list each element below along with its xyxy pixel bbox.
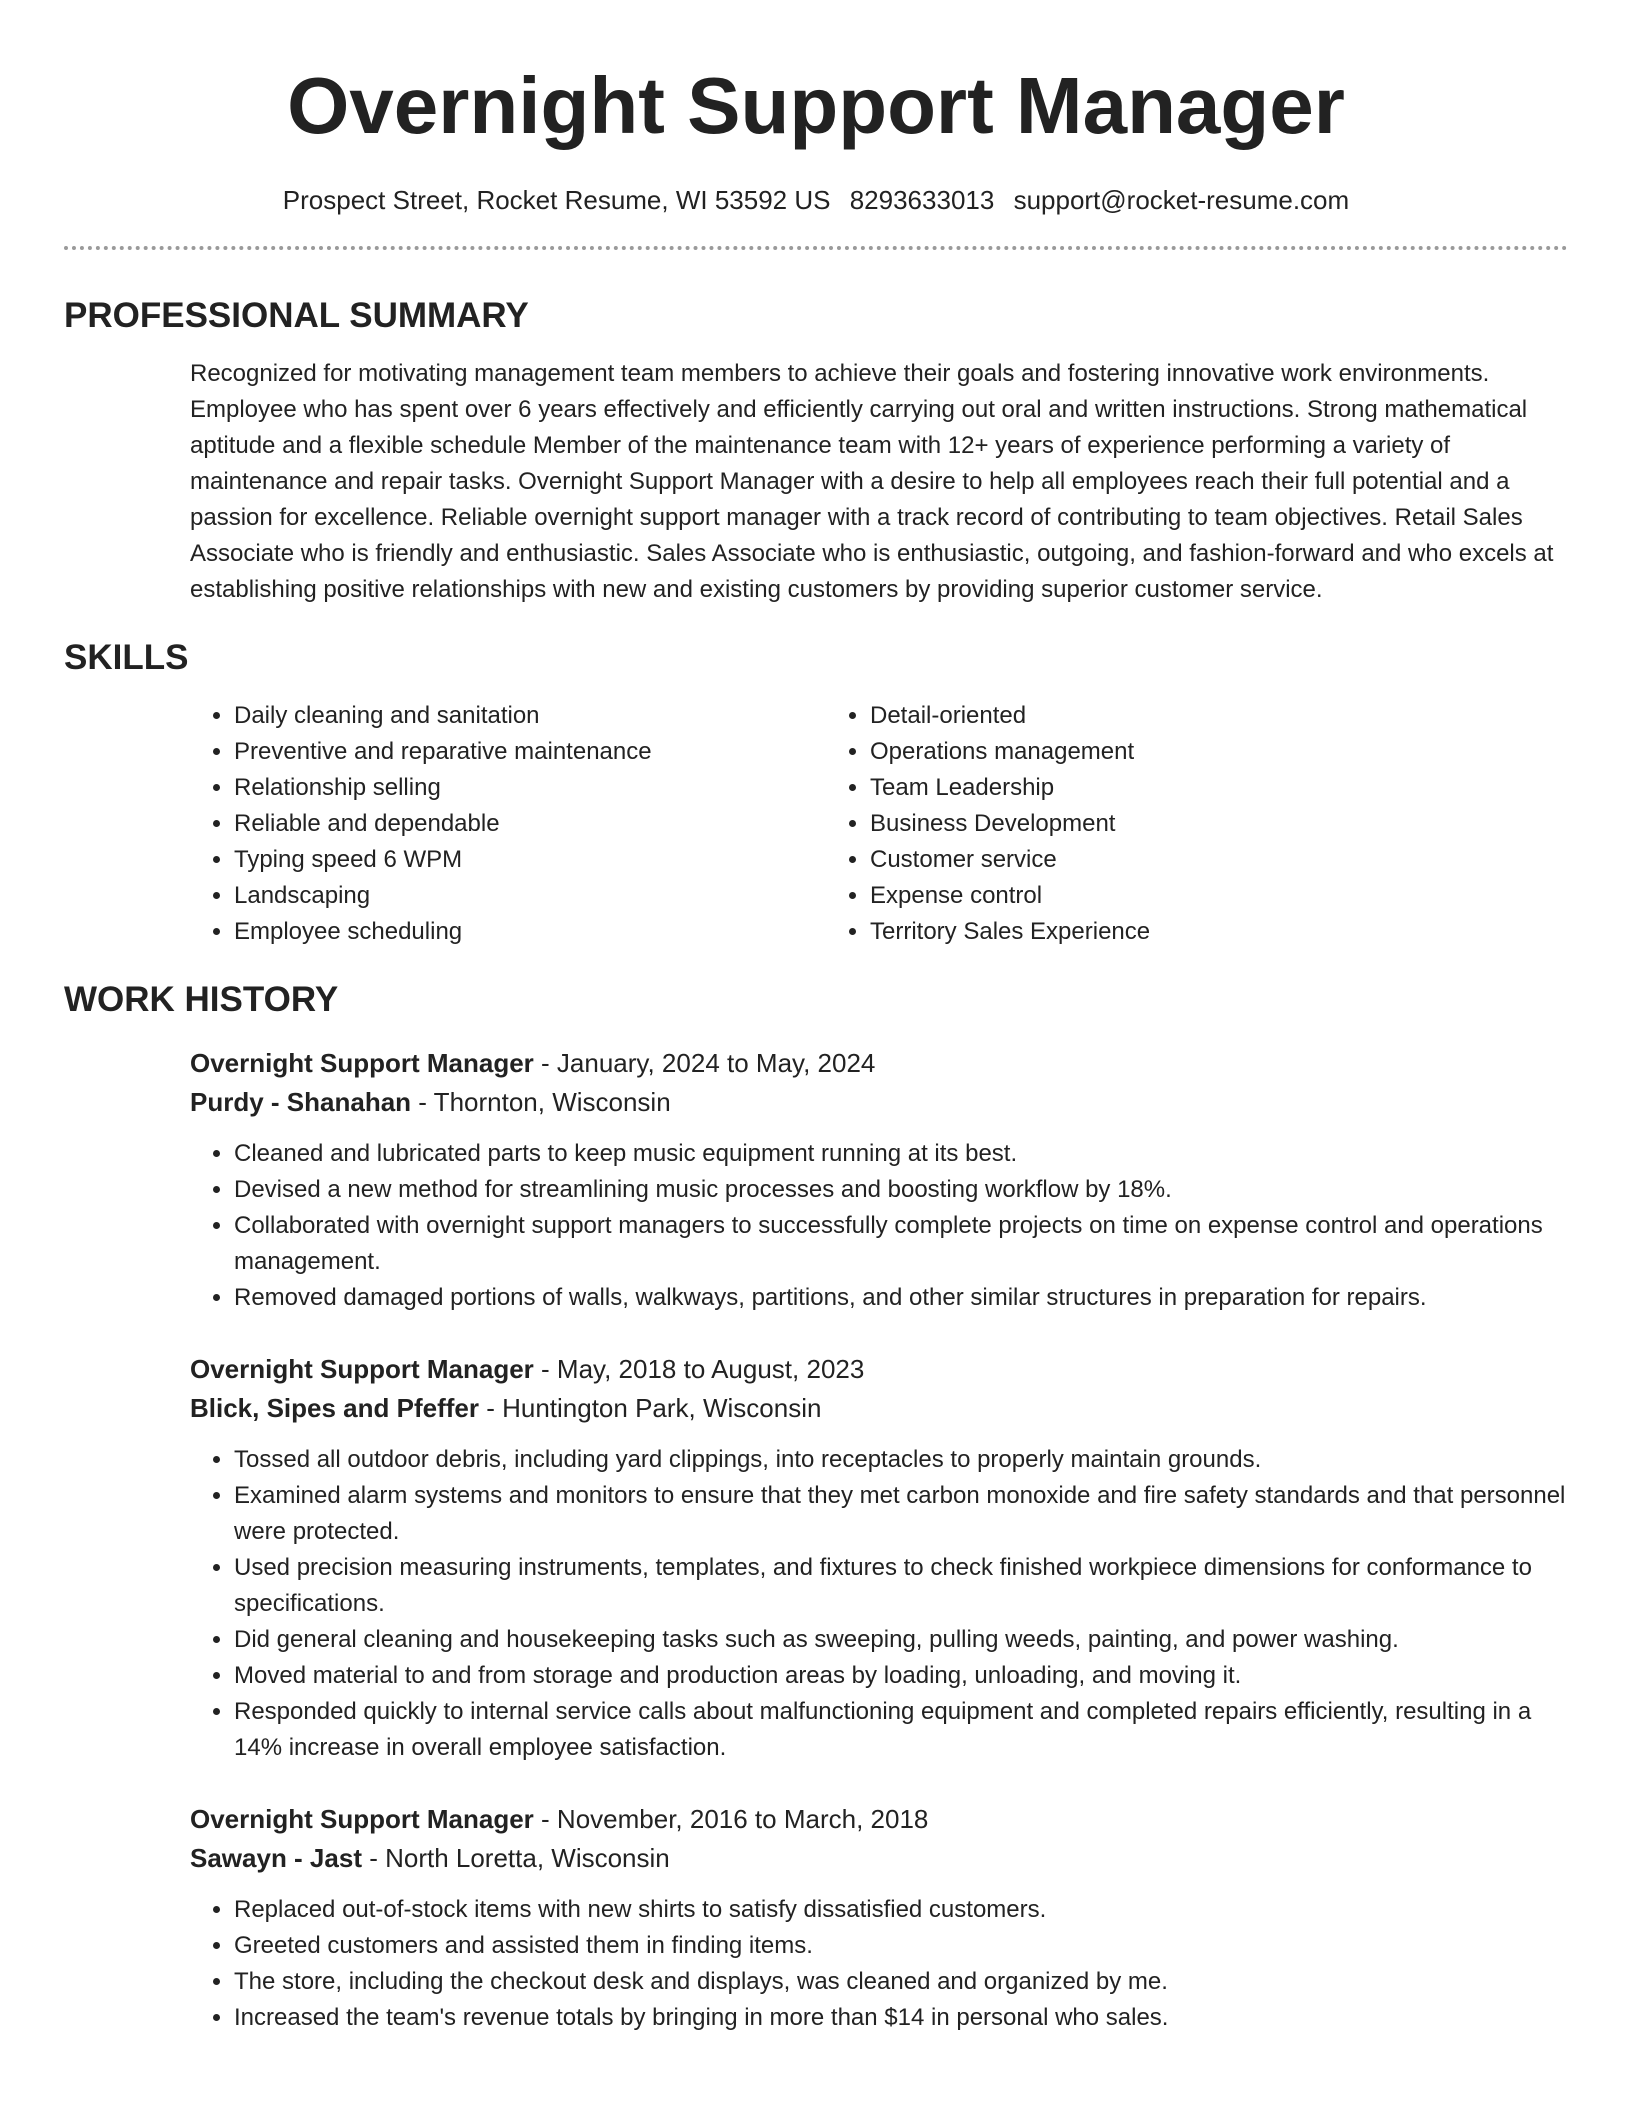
- job-company-line: [190, 1839, 1568, 1878]
- job-company: Blick, Sipes and Pfeffer: [190, 1393, 479, 1423]
- job-bullet: • Tossed all outdoor debris, including yard clippings, into receptacles to properly maintain grounds.: [234, 1442, 1568, 1478]
- skill-item: • Team Leadership: [870, 770, 1462, 806]
- skill-item: • Landscaping: [234, 878, 826, 914]
- skills-heading: SKILLS: [64, 638, 189, 677]
- skill-item: • Preventive and reparative maintenance: [234, 734, 826, 770]
- job-title-line: [190, 1800, 1568, 1839]
- job-company-line: [190, 1389, 1568, 1428]
- job-bullets: [190, 1442, 1568, 1766]
- job-entry: [190, 1044, 1568, 1316]
- contact-phone: 8293633013: [849, 185, 995, 215]
- skill-item: • Territory Sales Experience: [870, 914, 1462, 950]
- skill-item: • Expense control: [870, 878, 1462, 914]
- contact-email: support@rocket-resume.com: [1013, 185, 1350, 215]
- job-bullet: • Cleaned and lubricated parts to keep music equipment running at its best.: [234, 1136, 1568, 1172]
- job-bullets: [190, 1892, 1568, 2036]
- job-entry: [190, 1800, 1568, 2036]
- skills-column-right: [826, 698, 1462, 950]
- job-bullet: • Collaborated with overnight support managers to successfully complete projects on time on expense control and operations management.: [234, 1208, 1568, 1280]
- job-title-line: [190, 1044, 1568, 1083]
- skill-item: • Employee scheduling: [234, 914, 826, 950]
- job-bullet: • Replaced out-of-stock items with new shirts to satisfy dissatisfied customers.: [234, 1892, 1568, 1928]
- job-location: - Thornton, Wisconsin: [411, 1087, 671, 1117]
- job-company: Purdy - Shanahan: [190, 1087, 412, 1117]
- summary-text: Recognized for motivating management team members to achieve their goals and fostering innovative work environments. Employee who has spent over 6 years effectively and efficiently carrying out oral and written instructions. Strong mathematical aptitude and a flexible schedule Member of the maintenance team with 12+ years of experience performing a variety of maintenance and repair tasks. Overnight Support Manager with a desire to help all employees reach their full potential and a passion for excellence. Reliable overnight support manager with a track record of contributing to team objectives. Retail Sales Associate who is friendly and enthusiastic. Sales Associate who is enthusiastic, outgoing, and fashion-forward and who excels at establishing positive relationships with new and existing customers by providing superior customer service.: [190, 360, 1554, 603]
- skills-grid: [190, 698, 1568, 950]
- job-entry: [190, 1350, 1568, 1766]
- work-heading: WORK HISTORY: [64, 980, 339, 1019]
- summary-heading: PROFESSIONAL SUMMARY: [64, 296, 529, 335]
- job-role: Overnight Support Manager: [190, 1048, 534, 1078]
- skill-item: • Relationship selling: [234, 770, 826, 806]
- job-bullet: • Responded quickly to internal service calls about malfunctioning equipment and completed repairs efficiently, resulting in a 14% increase in overall employee satisfaction.: [234, 1694, 1568, 1766]
- skill-item: • Reliable and dependable: [234, 806, 826, 842]
- job-bullet: • Examined alarm systems and monitors to ensure that they met carbon monoxide and fire safety standards and that personnel were protected.: [234, 1478, 1568, 1550]
- job-role: Overnight Support Manager: [190, 1804, 534, 1834]
- job-company: Sawayn - Jast: [190, 1843, 362, 1873]
- skill-item: • Typing speed 6 WPM: [234, 842, 826, 878]
- contact-address: Prospect Street, Rocket Resume, WI 53592 US: [282, 185, 831, 215]
- job-location: - North Loretta, Wisconsin: [361, 1843, 670, 1873]
- job-bullet: • The store, including the checkout desk and displays, was cleaned and organized by me.: [234, 1964, 1568, 2000]
- skills-column-left: [190, 698, 826, 950]
- resume-name: Overnight Support Manager: [287, 61, 1345, 150]
- skill-item: • Business Development: [870, 806, 1462, 842]
- job-bullet: • Devised a new method for streamlining music processes and boosting workflow by 18%.: [234, 1172, 1568, 1208]
- job-role: Overnight Support Manager: [190, 1354, 534, 1384]
- contact-line: [64, 182, 1568, 218]
- job-bullet: • Used precision measuring instruments, templates, and fixtures to check finished workpiece dimensions for conformance to specifications.: [234, 1550, 1568, 1622]
- job-company-line: [190, 1083, 1568, 1122]
- job-bullet: • Removed damaged portions of walls, walkways, partitions, and other similar structures in preparation for repairs.: [234, 1280, 1568, 1316]
- job-dates: - November, 2016 to March, 2018: [533, 1804, 929, 1834]
- skill-item: • Operations management: [870, 734, 1462, 770]
- job-bullet: • Moved material to and from storage and production areas by loading, unloading, and moving it.: [234, 1658, 1568, 1694]
- job-bullet: • Greeted customers and assisted them in finding items.: [234, 1928, 1568, 1964]
- header-divider: [64, 246, 1568, 250]
- job-bullet: • Increased the team's revenue totals by bringing in more than $14 in personal who sales.: [234, 2000, 1568, 2036]
- skill-item: • Daily cleaning and sanitation: [234, 698, 826, 734]
- job-location: - Huntington Park, Wisconsin: [478, 1393, 822, 1423]
- skill-item: • Detail-oriented: [870, 698, 1462, 734]
- job-title-line: [190, 1350, 1568, 1389]
- job-dates: - January, 2024 to May, 2024: [533, 1048, 876, 1078]
- job-dates: - May, 2018 to August, 2023: [533, 1354, 865, 1384]
- job-bullet: • Did general cleaning and housekeeping tasks such as sweeping, pulling weeds, painting, and power washing.: [234, 1622, 1568, 1658]
- work-history: [190, 1044, 1568, 2036]
- skill-item: • Customer service: [870, 842, 1462, 878]
- job-bullets: [190, 1136, 1568, 1316]
